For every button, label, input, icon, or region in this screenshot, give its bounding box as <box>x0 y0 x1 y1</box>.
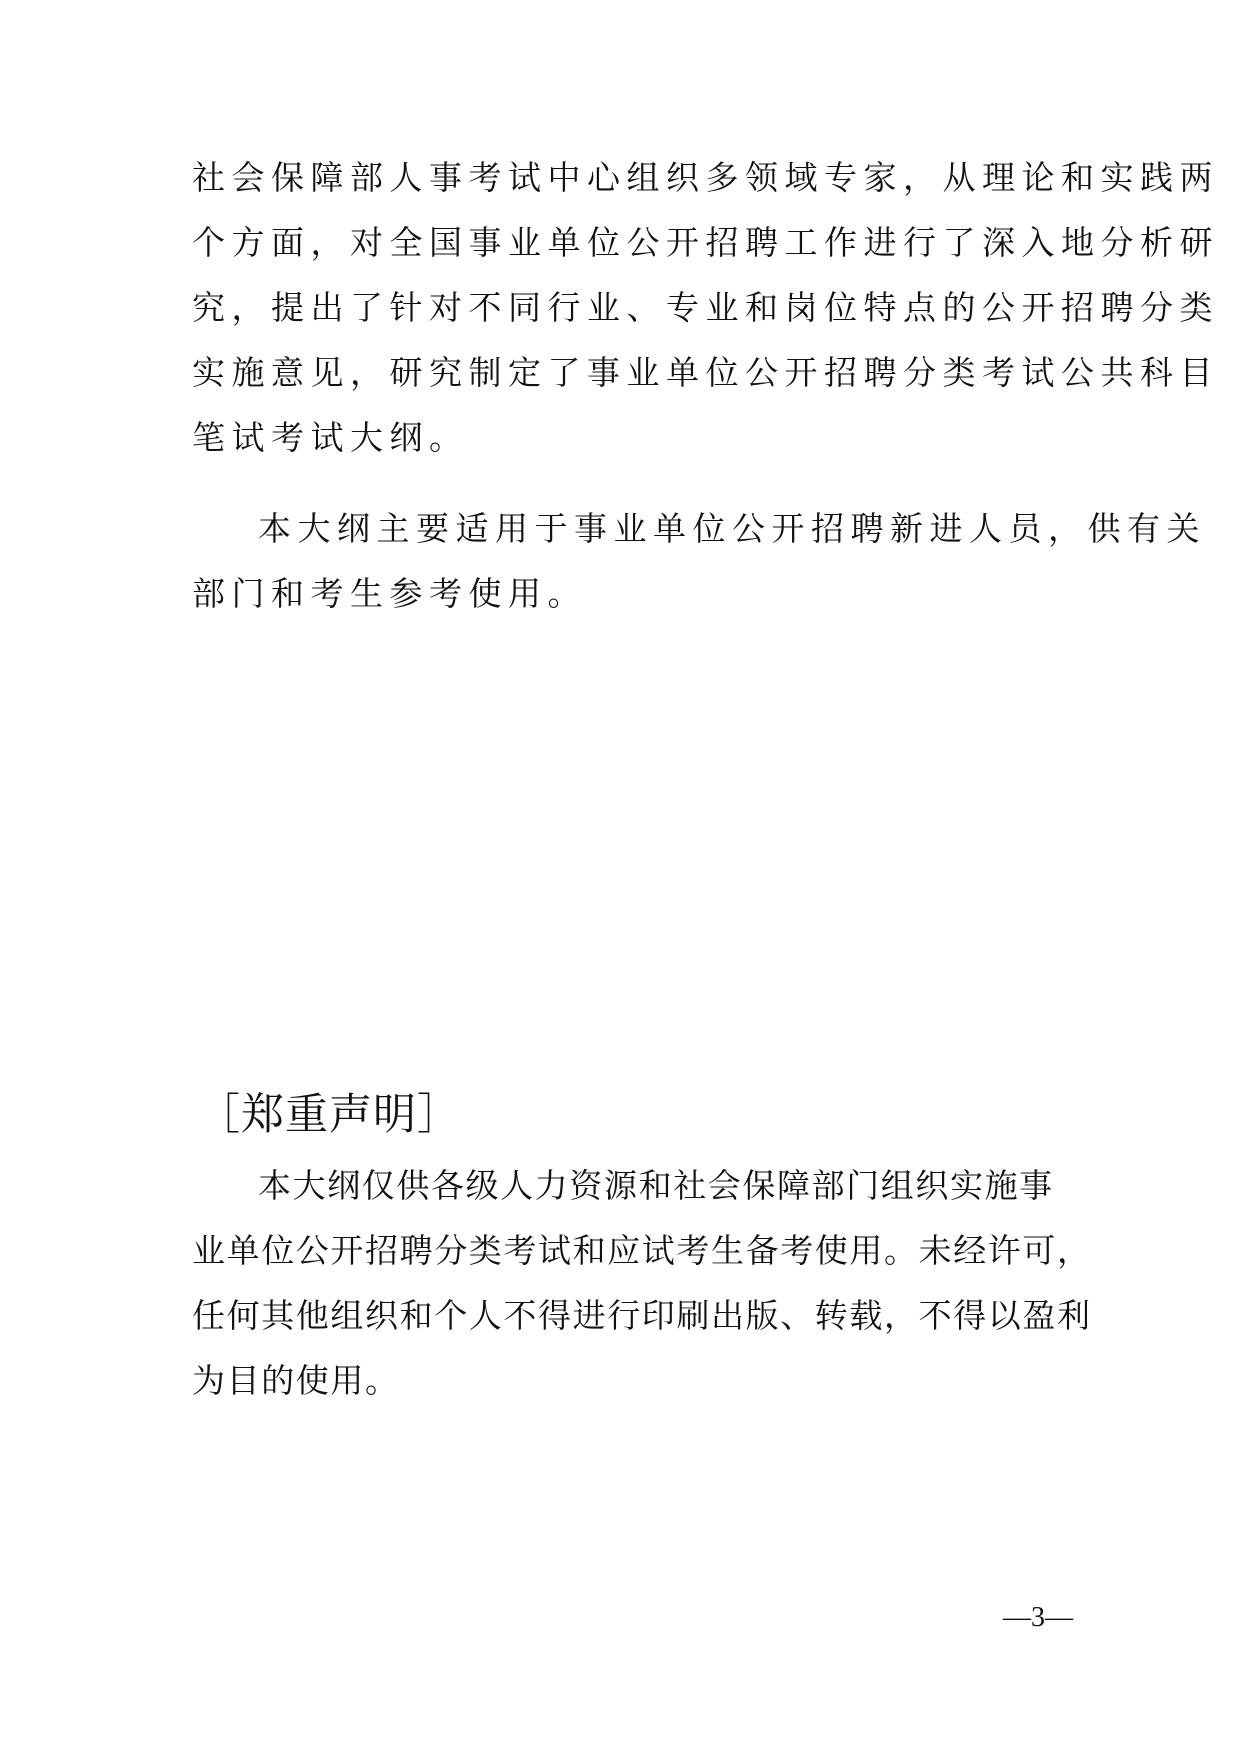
intro-line-6: 本大纲主要适用于事业单位公开招聘新进人员，供有关 <box>258 509 1206 548</box>
intro-line-7: 部门和考生参考使用。 <box>192 574 587 613</box>
intro-line-3: 究，提出了针对不同行业、专业和岗位特点的公开招聘分类 <box>192 288 1219 327</box>
declaration-line-3: 任何其他组织和个人不得进行印刷出版、转载，不得以盈利 <box>192 1296 1092 1335</box>
page-number: —3— <box>1003 1602 1073 1633</box>
intro-line-1: 社会保障部人事考试中心组织多领域专家，从理论和实践两 <box>192 158 1219 197</box>
declaration-heading: ［郑重声明］ <box>197 1090 461 1140</box>
intro-line-2: 个方面，对全国事业单位公开招聘工作进行了深入地分析研 <box>192 223 1219 262</box>
intro-line-5: 笔试考试大纲。 <box>192 418 469 457</box>
intro-line-4: 实施意见，研究制定了事业单位公开招聘分类考试公共科目 <box>192 353 1219 392</box>
declaration-line-1: 本大纲仅供各级人力资源和社会保障部门组织实施事 <box>258 1166 1054 1205</box>
declaration-line-4: 为目的使用。 <box>192 1361 400 1400</box>
declaration-line-2: 业单位公开招聘分类考试和应试考生备考使用。未经许可， <box>192 1231 1092 1270</box>
